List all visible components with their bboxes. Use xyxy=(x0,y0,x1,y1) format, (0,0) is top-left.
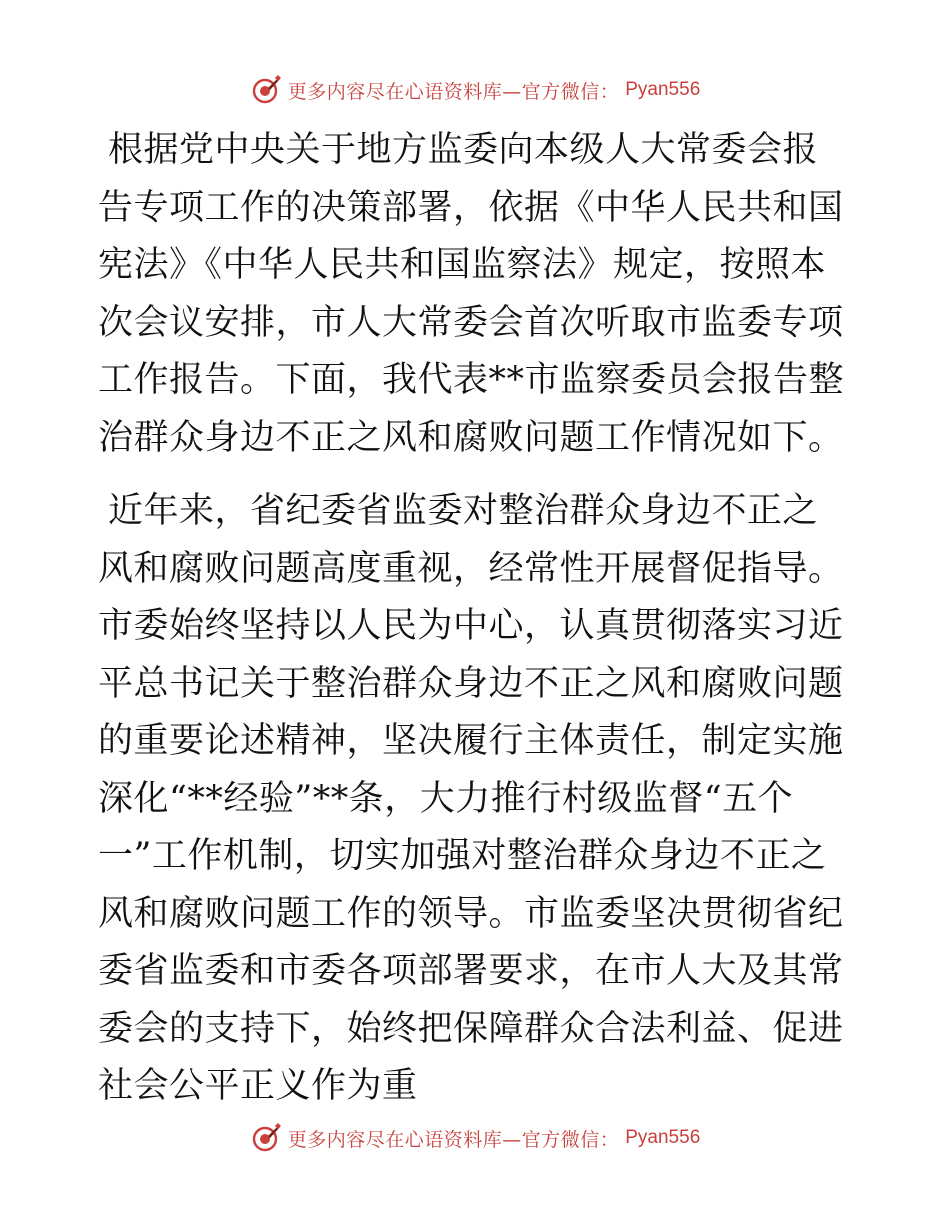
paragraph-1: 根据党中央关于地方监委向本级人大常委会报告专项工作的决策部署，依据《中华人民共和国宪法》《中华人民共和国监察法》规定，按照本次会议安排，市人大常委会首次听取市监委专项工作报告。下面，我代表**市监察委员会报告整治群众身边不正之风和腐败问题工作情况如下。 xyxy=(98,130,845,458)
header-banner xyxy=(0,70,950,110)
paragraph-2: 近年来，省纪委省监委对整治群众身边不正之风和腐败问题高度重视，经常性开展督促指导。市委始终坚持以人民为中心，认真贯彻落实习近平总书记关于整治群众身边不正之风和腐败问题的重要论述精神，坚决履行主体责任，制定实施深化“**经验”**条，大力推行村级监督“五个一”工作机制，切实加强对整治群众身边不正之风和腐败问题工作的领导。市监委坚决贯彻省纪委省监委和市委各项部署要求，在市人大及其常委会的支持下，始终把保障群众合法利益、促进社会公平正义作为重 xyxy=(98,491,844,1106)
banner-text: 更多内容尽在心语资料库—官方微信： xyxy=(287,1128,620,1151)
wechat-id: Pyan556 xyxy=(625,79,701,100)
footer-banner xyxy=(0,1118,950,1158)
document-body xyxy=(98,122,850,1116)
pen-nib-circle-logo-icon xyxy=(250,1122,282,1154)
pen-nib-circle-logo-icon xyxy=(250,74,282,106)
wechat-id: Pyan556 xyxy=(625,1127,701,1148)
banner-text: 更多内容尽在心语资料库—官方微信： xyxy=(287,80,620,103)
